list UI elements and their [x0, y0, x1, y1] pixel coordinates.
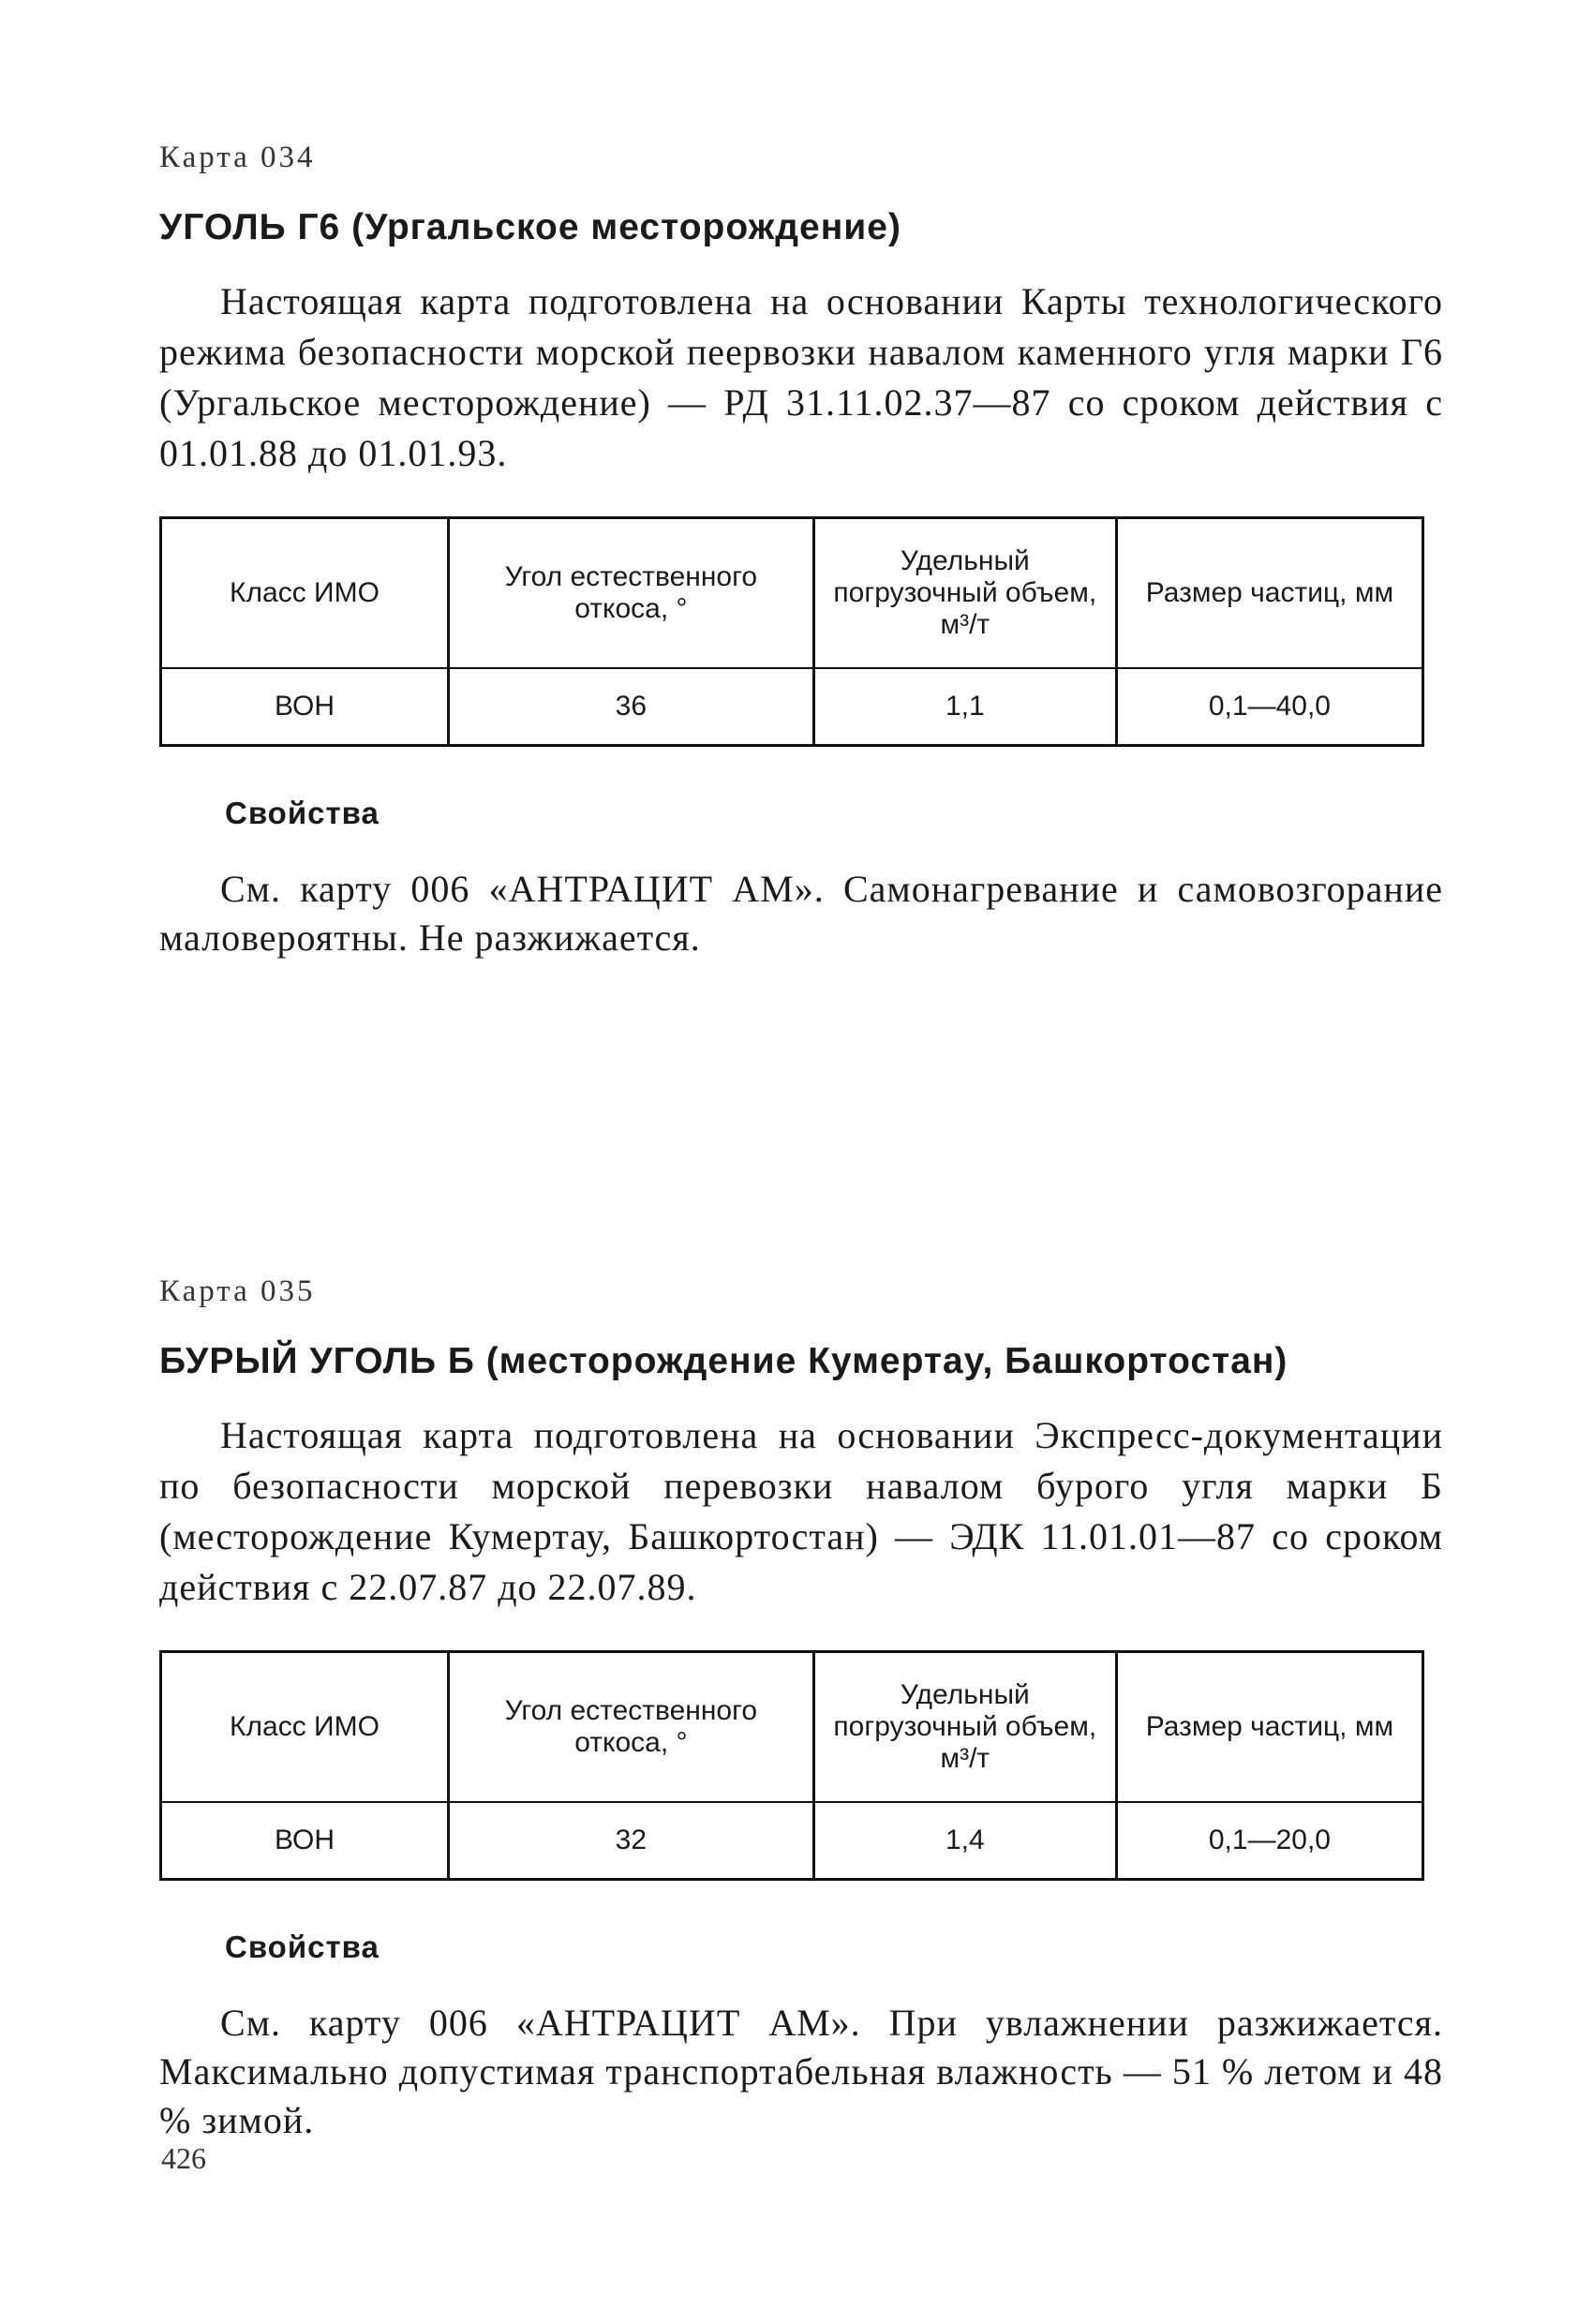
card-title: БУРЫЙ УГОЛЬ Б (месторождение Кумертау, Башкортостан) — [159, 1341, 1288, 1381]
properties-text: См. карту 006 «АНТРАЦИТ АМ». При увлажнении разжижается. Максимально допустимая транспортабельная влажность — 51 % летом и 48 % зимой. — [159, 2002, 1443, 2141]
properties-text: См. карту 006 «АНТРАЦИТ АМ». Самонагревание и самовозгорание маловероятны. Не разжижается. — [159, 868, 1443, 959]
header-stowage-factor: Удельный погрузочный объем, м³/т — [813, 518, 1116, 669]
cell-stowage-factor: 1,4 — [813, 1802, 1116, 1880]
card-intro: Настоящая карта подготовлена на основании Экспресс-документации по безопасности морской перевозки навалом бурого угля марки Б (месторождение Кумертау, Башкортостан) — ЭДК 11.01.01—87 со сроком действия с 22.07.87 до 22.07.89. — [159, 1414, 1443, 1608]
properties-table — [159, 1650, 1424, 1881]
table-row — [161, 668, 1423, 746]
table-header-row — [161, 518, 1423, 669]
properties-table — [159, 516, 1424, 747]
card-title: УГОЛЬ Г6 (Ургальское месторождение) — [159, 207, 901, 247]
card-034 — [159, 141, 1443, 1000]
header-repose-angle: Угол естественного откоса, ° — [448, 1652, 813, 1803]
header-particle-size: Размер частиц, мм — [1116, 518, 1422, 669]
cell-particle-size: 0,1—20,0 — [1116, 1802, 1422, 1880]
properties-heading: Свойства — [225, 1929, 380, 1964]
cell-stowage-factor: 1,1 — [813, 668, 1116, 746]
header-imo-class: Класс ИМО — [161, 518, 449, 669]
table-row — [161, 1802, 1423, 1880]
cell-imo-class: ВОН — [161, 1802, 449, 1880]
page-number: 426 — [161, 2141, 206, 2175]
cell-imo-class: ВОН — [161, 668, 449, 746]
table-header-row — [161, 1652, 1423, 1803]
properties-heading: Свойства — [225, 796, 380, 830]
card-label: Карта 035 — [159, 1274, 316, 1308]
header-stowage-factor: Удельный погрузочный объем, м³/т — [813, 1652, 1116, 1803]
cell-particle-size: 0,1—40,0 — [1116, 668, 1422, 746]
cell-repose-angle: 36 — [448, 668, 813, 746]
card-intro: Настоящая карта подготовлена на основании Карты технологического режима безопасности морской пеервозки навалом каменного угля марки Г6 (Ургальское месторождение) — РД 31.11.02.37—87 со сроком действия с 01.01.88 до 01.01.93. — [159, 280, 1443, 474]
card-label: Карта 034 — [159, 141, 316, 174]
header-particle-size: Размер частиц, мм — [1116, 1652, 1422, 1803]
card-035 — [159, 1274, 1443, 2182]
cell-repose-angle: 32 — [448, 1802, 813, 1880]
header-repose-angle: Угол естественного откоса, ° — [448, 518, 813, 669]
header-imo-class: Класс ИМО — [161, 1652, 449, 1803]
